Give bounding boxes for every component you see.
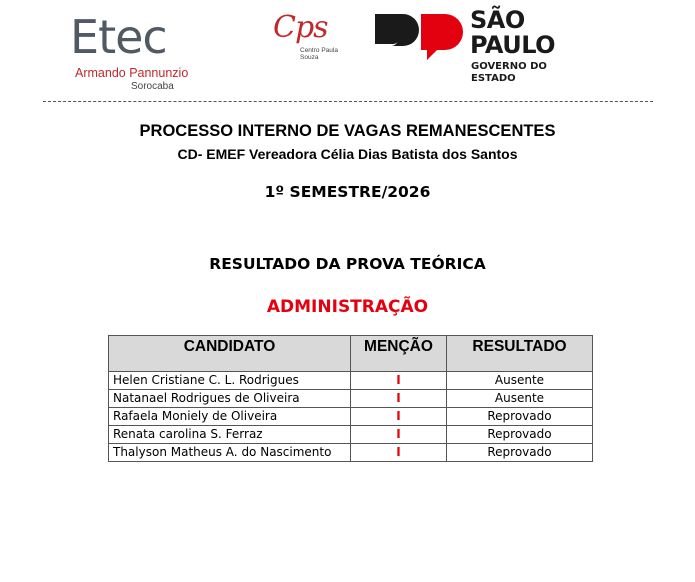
mention-cell: I [351, 444, 447, 462]
candidate-cell: Rafaela Moniely de Oliveira [109, 408, 351, 426]
table-row [109, 390, 593, 408]
candidate-cell: Renata carolina S. Ferraz [109, 426, 351, 444]
results-table [108, 335, 593, 462]
etec-logo-city: Sorocaba [131, 81, 174, 92]
mention-cell: I [351, 426, 447, 444]
cps-logo-mark: Cps [273, 10, 328, 45]
result-cell: Reprovado [447, 408, 593, 426]
column-header-mention: MENÇÃO [351, 336, 447, 372]
mention-cell: I [351, 390, 447, 408]
mention-cell: I [351, 408, 447, 426]
etec-logo-unit-name: Armando Pannunzio [75, 66, 189, 80]
candidate-cell: Natanael Rodrigues de Oliveira [109, 390, 351, 408]
result-cell: Reprovado [447, 444, 593, 462]
column-header-candidate: CANDIDATO [109, 336, 351, 372]
cps-logo-subtitle: Centro Paula Souza [300, 47, 338, 61]
table-row [109, 372, 593, 390]
candidate-cell: Thalyson Matheus A. do Nascimento [109, 444, 351, 462]
candidate-cell: Helen Cristiane C. L. Rodrigues [109, 372, 351, 390]
sao-paulo-logo-subtitle: GOVERNO DO ESTADO [471, 61, 547, 84]
result-cell: Reprovado [447, 426, 593, 444]
etec-logo-wordmark: Etec [70, 10, 167, 64]
semester-heading: 1º SEMESTRE/2026 [264, 183, 431, 201]
table-row [109, 408, 593, 426]
header-divider [43, 101, 653, 102]
table-header-row [109, 336, 593, 372]
table-row [109, 444, 593, 462]
mention-cell: I [351, 372, 447, 390]
result-cell: Ausente [447, 390, 593, 408]
result-cell: Ausente [447, 372, 593, 390]
sao-paulo-logo-title: SÃO PAULO [470, 6, 556, 59]
course-heading: ADMINISTRAÇÃO [266, 297, 429, 317]
sao-paulo-logo-icon [375, 14, 465, 60]
document-subtitle: CD- EMEF Vereadora Célia Dias Batista dos Santos [177, 146, 518, 162]
result-heading: RESULTADO DA PROVA TEÓRICA [209, 255, 486, 273]
table-row [109, 426, 593, 444]
document-title: PROCESSO INTERNO DE VAGAS REMANESCENTES [139, 122, 556, 140]
column-header-result: RESULTADO [447, 336, 593, 372]
